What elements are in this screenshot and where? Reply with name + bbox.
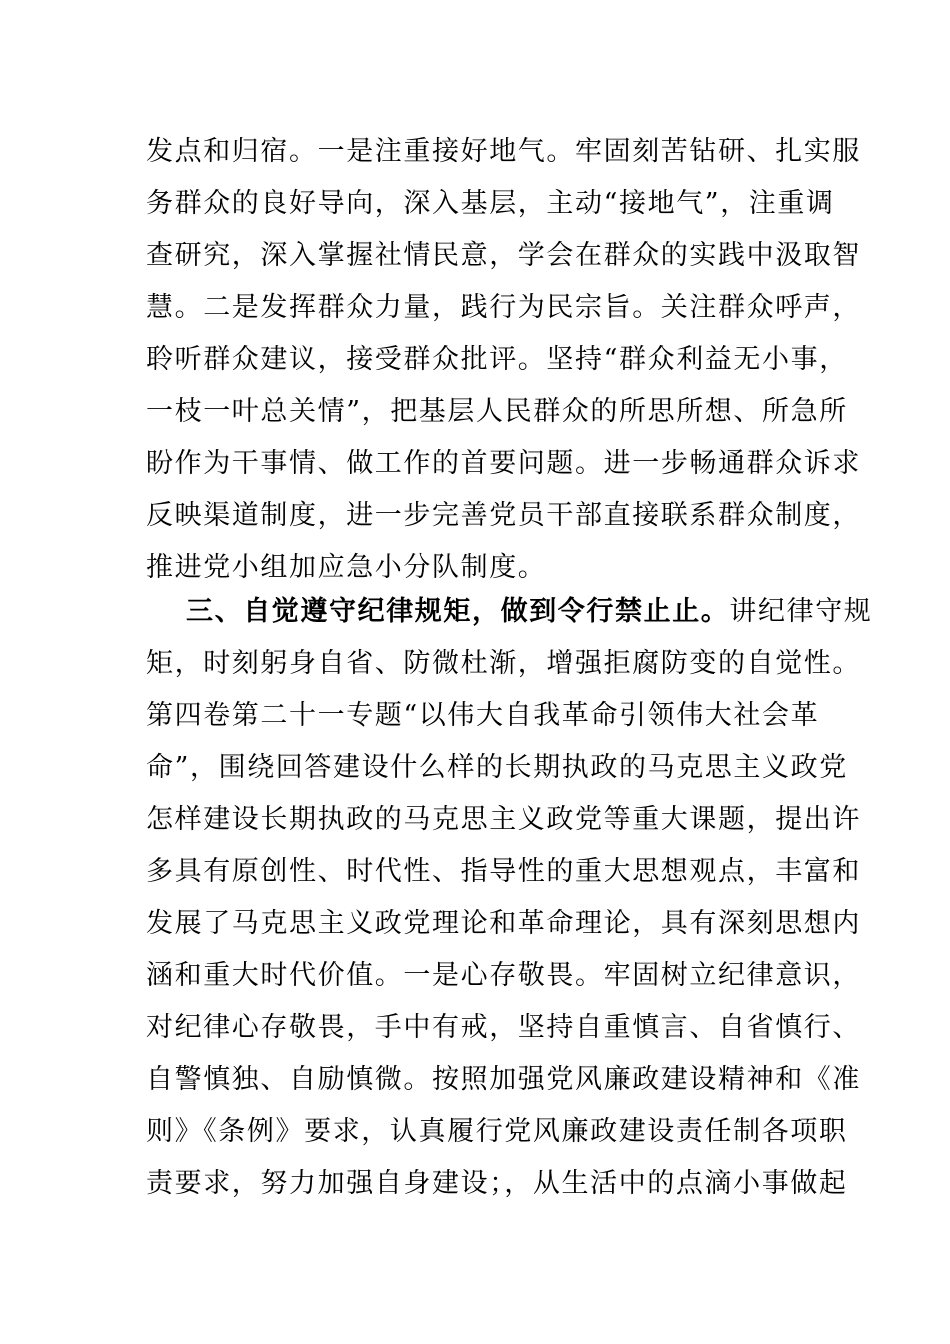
paragraph-line-rest: 讲纪律守规 xyxy=(729,596,873,627)
paragraph-line: 第四卷第二十一专题“以伟大自我革命引领伟大社会革 xyxy=(146,700,820,731)
paragraph-2 xyxy=(146,586,873,1210)
paragraph-line: 慧。二是发挥群众力量，践行为民宗旨。关注群众呼声， xyxy=(146,292,861,323)
paragraph-line: 命”，围绕回答建设什么样的长期执政的马克思主义政党 xyxy=(146,752,848,783)
paragraph-line: 反映渠道制度，进一步完善党员干部直接联系群众制度， xyxy=(146,500,861,531)
paragraph-line: 怎样建设长期执政的马克思主义政党等重大课题，提出许 xyxy=(146,804,861,835)
paragraph-line: 发展了马克思主义政党理论和革命理论，具有深刻思想内 xyxy=(146,908,861,939)
paragraph-line: 责要求，努力加强自身建设；，从生活中的点滴小事做起 xyxy=(146,1168,848,1199)
paragraph-line: 矩，时刻躬身自省、防微杜渐，增强拒腐防变的自觉性。 xyxy=(146,648,861,679)
paragraph-1 xyxy=(146,126,861,594)
paragraph-line: 涵和重大时代价值。一是心存敬畏。牢固树立纪律意识， xyxy=(146,960,861,991)
paragraph-line: 聆听群众建议，接受群众批评。坚持“群众利益无小事， xyxy=(146,344,848,375)
paragraph-line: 查研究，深入掌握社情民意，学会在群众的实践中汲取智 xyxy=(146,240,861,271)
paragraph-line: 务群众的良好导向，深入基层，主动“接地气”，注重调 xyxy=(146,188,835,219)
paragraph-line: 发点和归宿。一是注重接好地气。牢固刻苦钻研、扎实服 xyxy=(146,136,861,167)
paragraph-line: 则》《条例》要求，认真履行党风廉政建设责任制各项职 xyxy=(146,1116,848,1147)
paragraph-line: 推进党小组加应急小分队制度。 xyxy=(146,552,547,583)
paragraph-line: 盼作为干事情、做工作的首要问题。进一步畅通群众诉求 xyxy=(146,448,861,479)
paragraph-line: 多具有原创性、时代性、指导性的重大思想观点，丰富和 xyxy=(146,856,861,887)
paragraph-line: 自警慎独、自励慎微。按照加强党风廉政建设精神和《准 xyxy=(146,1064,861,1095)
section-heading: 三、自觉遵守纪律规矩，做到令行禁止止。 xyxy=(186,596,730,627)
paragraph-line: 对纪律心存敬畏，手中有戒，坚持自重慎言、自省慎行、 xyxy=(146,1012,861,1043)
paragraph-first-line xyxy=(146,586,873,638)
paragraph-line: 一枝一叶总关情”，把基层人民群众的所思所想、所急所 xyxy=(146,396,848,427)
